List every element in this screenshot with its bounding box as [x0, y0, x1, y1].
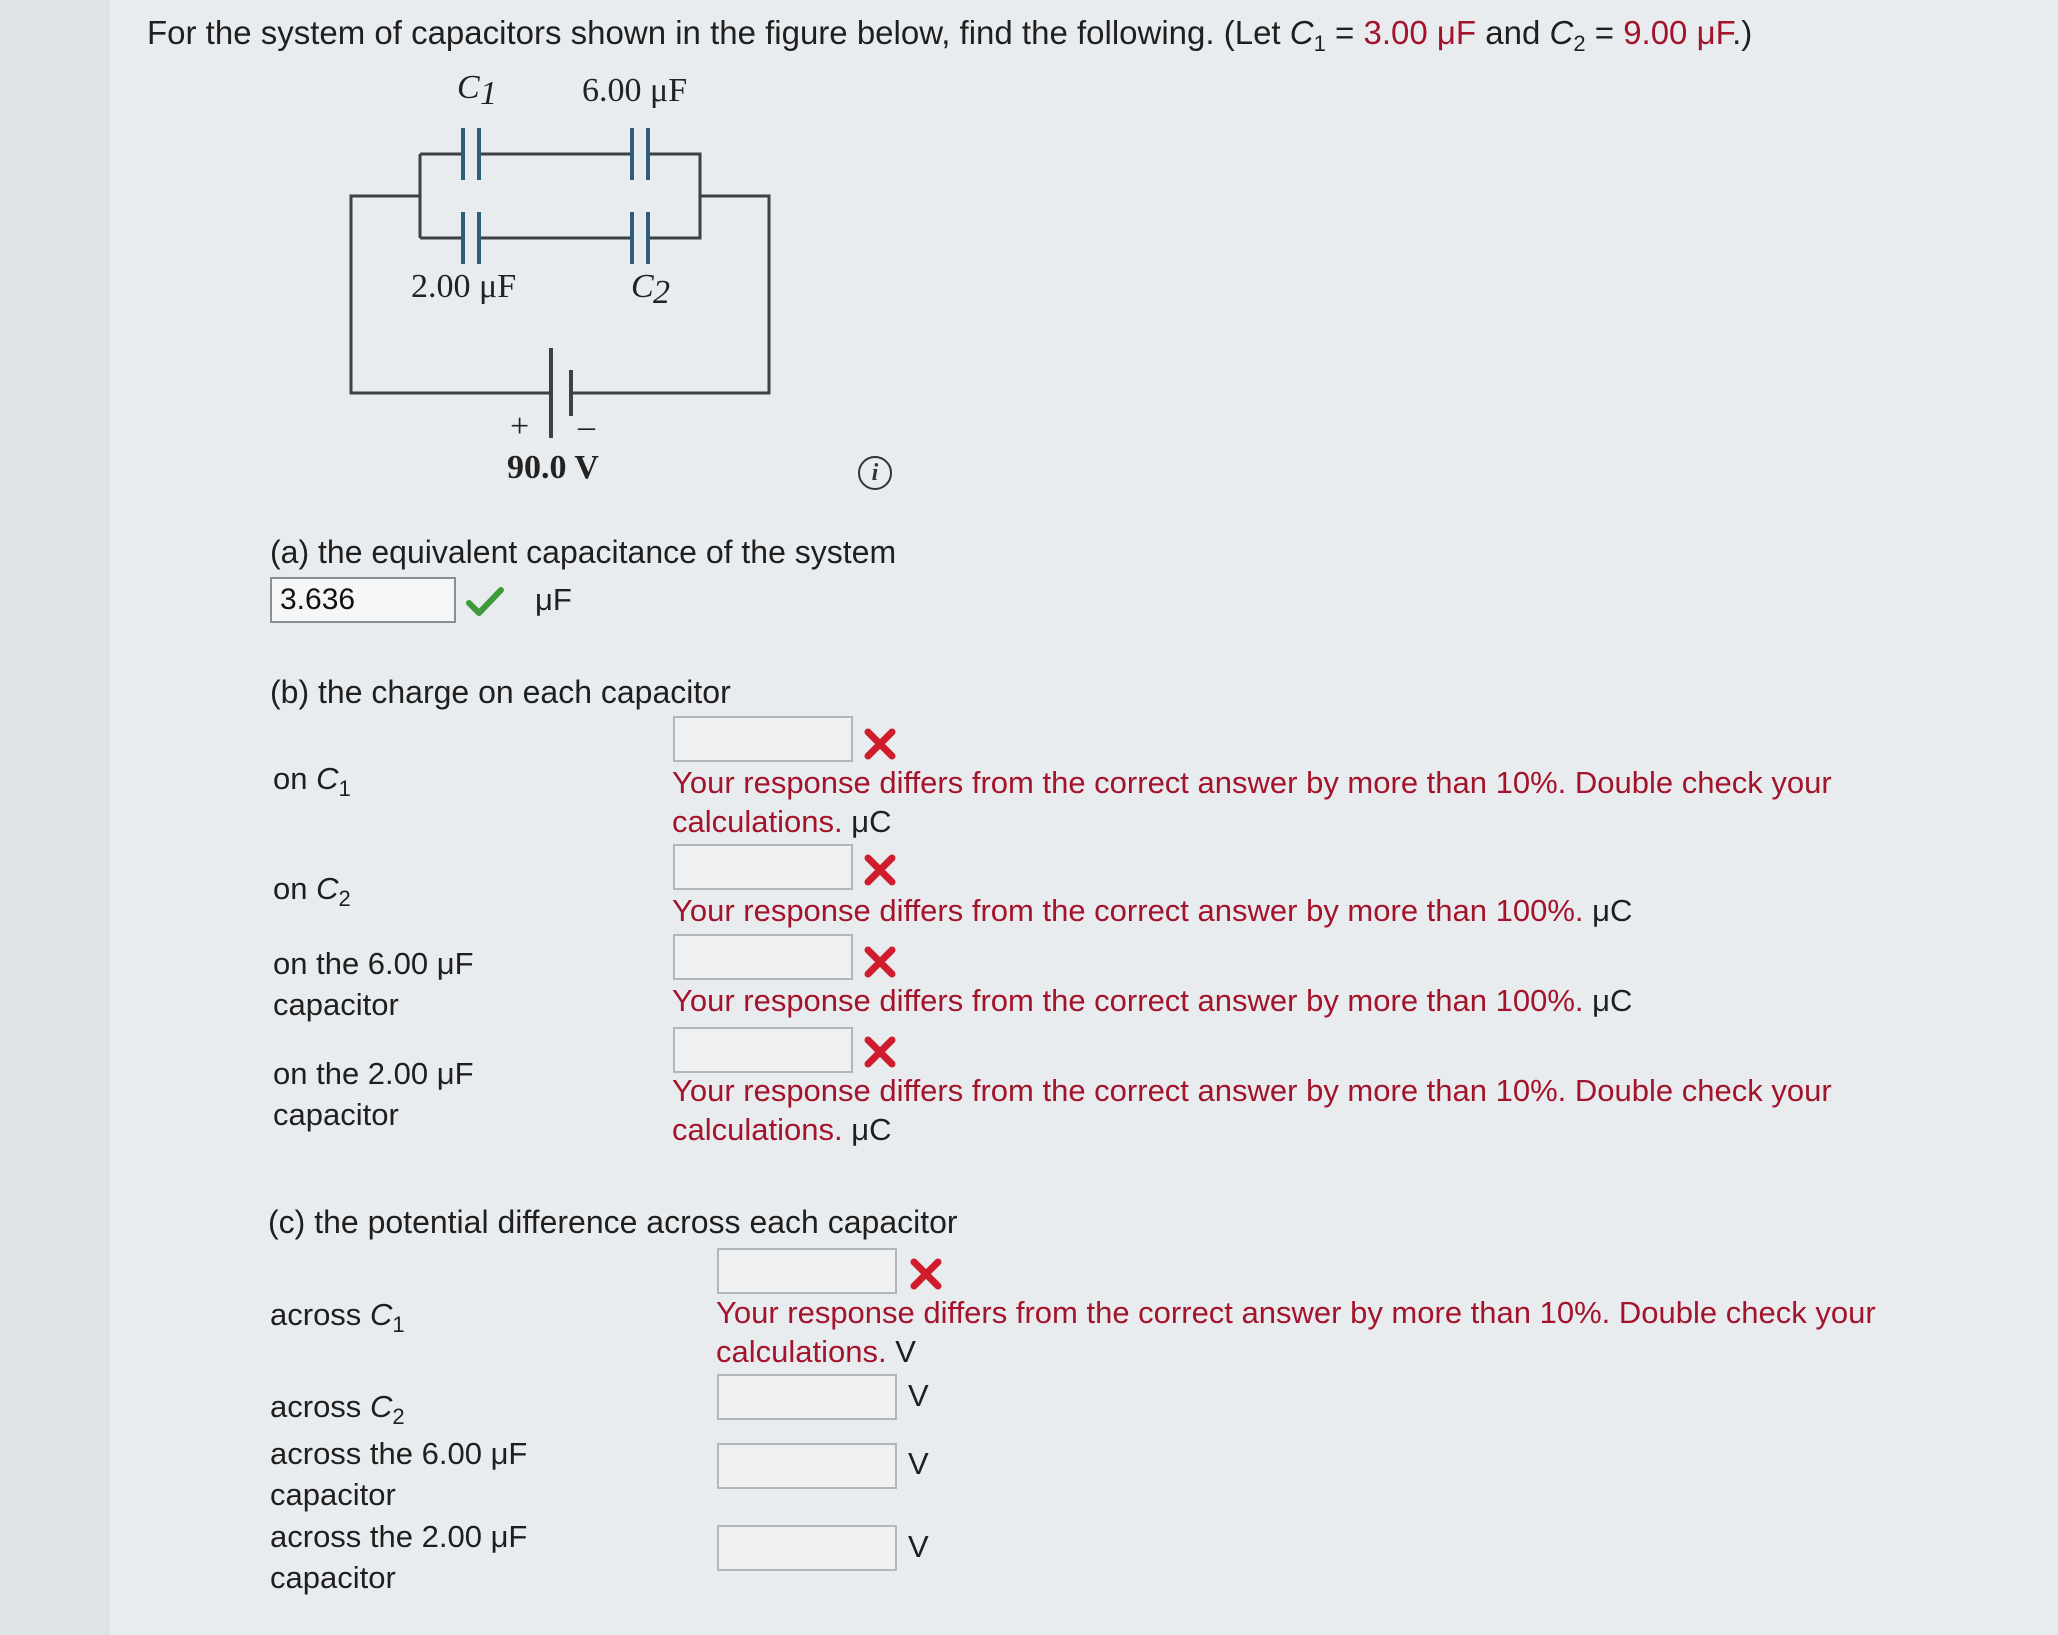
battery-minus: –	[578, 408, 595, 445]
cap6-label: 6.00 μF	[582, 72, 688, 109]
voltage-c1-input[interactable]	[717, 1248, 897, 1294]
battery-plus: +	[510, 408, 530, 445]
c2-label: C	[631, 268, 654, 305]
battery-symbol	[551, 348, 571, 438]
charge-6uf-label: on the 6.00 μF capacitor	[273, 946, 474, 1022]
charge-c2-input[interactable]	[673, 844, 853, 890]
voltage-c1-label: across $C_1$	[270, 1297, 405, 1337]
charge-c2-feedback: Your response differs from the correct answer by more than 100%. μC	[672, 893, 1633, 928]
voltage-c2-unit: V	[908, 1378, 929, 1413]
charge-2uf-label: on the 2.00 μF capacitor	[273, 1056, 474, 1132]
part-a-unit: μF	[535, 582, 572, 617]
c2-label-sub: 2	[653, 274, 670, 311]
charge-2uf-input[interactable]	[673, 1027, 853, 1073]
charge-c1-label: on $C_1$	[273, 761, 351, 801]
voltage-c2-label: across $C_2$	[270, 1389, 405, 1429]
c1-label-sub: 1	[480, 75, 497, 112]
part-a-title: (a) the equivalent capacitance of the system	[270, 534, 897, 570]
voltage-6uf-input[interactable]	[717, 1443, 897, 1489]
voltage-6uf-unit: V	[908, 1446, 929, 1481]
part-b-title: (b) the charge on each capacitor	[270, 674, 731, 710]
voltage-2uf-unit: V	[908, 1529, 929, 1564]
wrong-icon	[862, 944, 898, 980]
charge-6uf-input[interactable]	[673, 934, 853, 980]
wrong-icon	[908, 1256, 944, 1292]
check-icon	[466, 586, 504, 618]
cap2-label: 2.00 μF	[411, 268, 517, 305]
capacitor-plates	[463, 128, 648, 264]
voltage-2uf-input[interactable]	[717, 1525, 897, 1571]
circuit-diagram	[330, 70, 800, 500]
voltage-6uf-label: across the 6.00 μF capacitor	[270, 1436, 528, 1512]
info-icon[interactable]: i	[858, 456, 892, 490]
voltage-2uf-label: across the 2.00 μF capacitor	[270, 1519, 528, 1595]
wrong-icon	[862, 1034, 898, 1070]
charge-c2-label: on $C_2$	[273, 871, 351, 911]
charge-c1-input[interactable]	[673, 716, 853, 762]
question-text: For the system of capacitors shown in the figure below, find the following. (Let $C_1 = 3.00$ μF and $C_2 = 9.00$ μF.)	[147, 14, 1753, 56]
wrong-icon	[862, 726, 898, 762]
c1-label: C	[457, 70, 480, 106]
charge-6uf-feedback: Your response differs from the correct answer by more than 100%. μC	[672, 983, 1633, 1018]
equivalent-capacitance-input[interactable]: 3.636	[270, 577, 456, 623]
voltage-label: 90.0 V	[507, 449, 599, 486]
charge-2uf-feedback: Your response differs from the correct answer by more than 10%. Double check your calculations. μC	[672, 1073, 1832, 1147]
charge-c1-feedback: Your response differs from the correct answer by more than 10%. Double check your calculations. μC	[672, 765, 1832, 839]
voltage-c1-feedback: Your response differs from the correct answer by more than 10%. Double check your calculations. V	[716, 1295, 1876, 1369]
wrong-icon	[862, 852, 898, 888]
part-c-title: (c) the potential difference across each capacitor	[268, 1204, 958, 1240]
voltage-c2-input[interactable]	[717, 1374, 897, 1420]
left-margin	[0, 0, 110, 1635]
